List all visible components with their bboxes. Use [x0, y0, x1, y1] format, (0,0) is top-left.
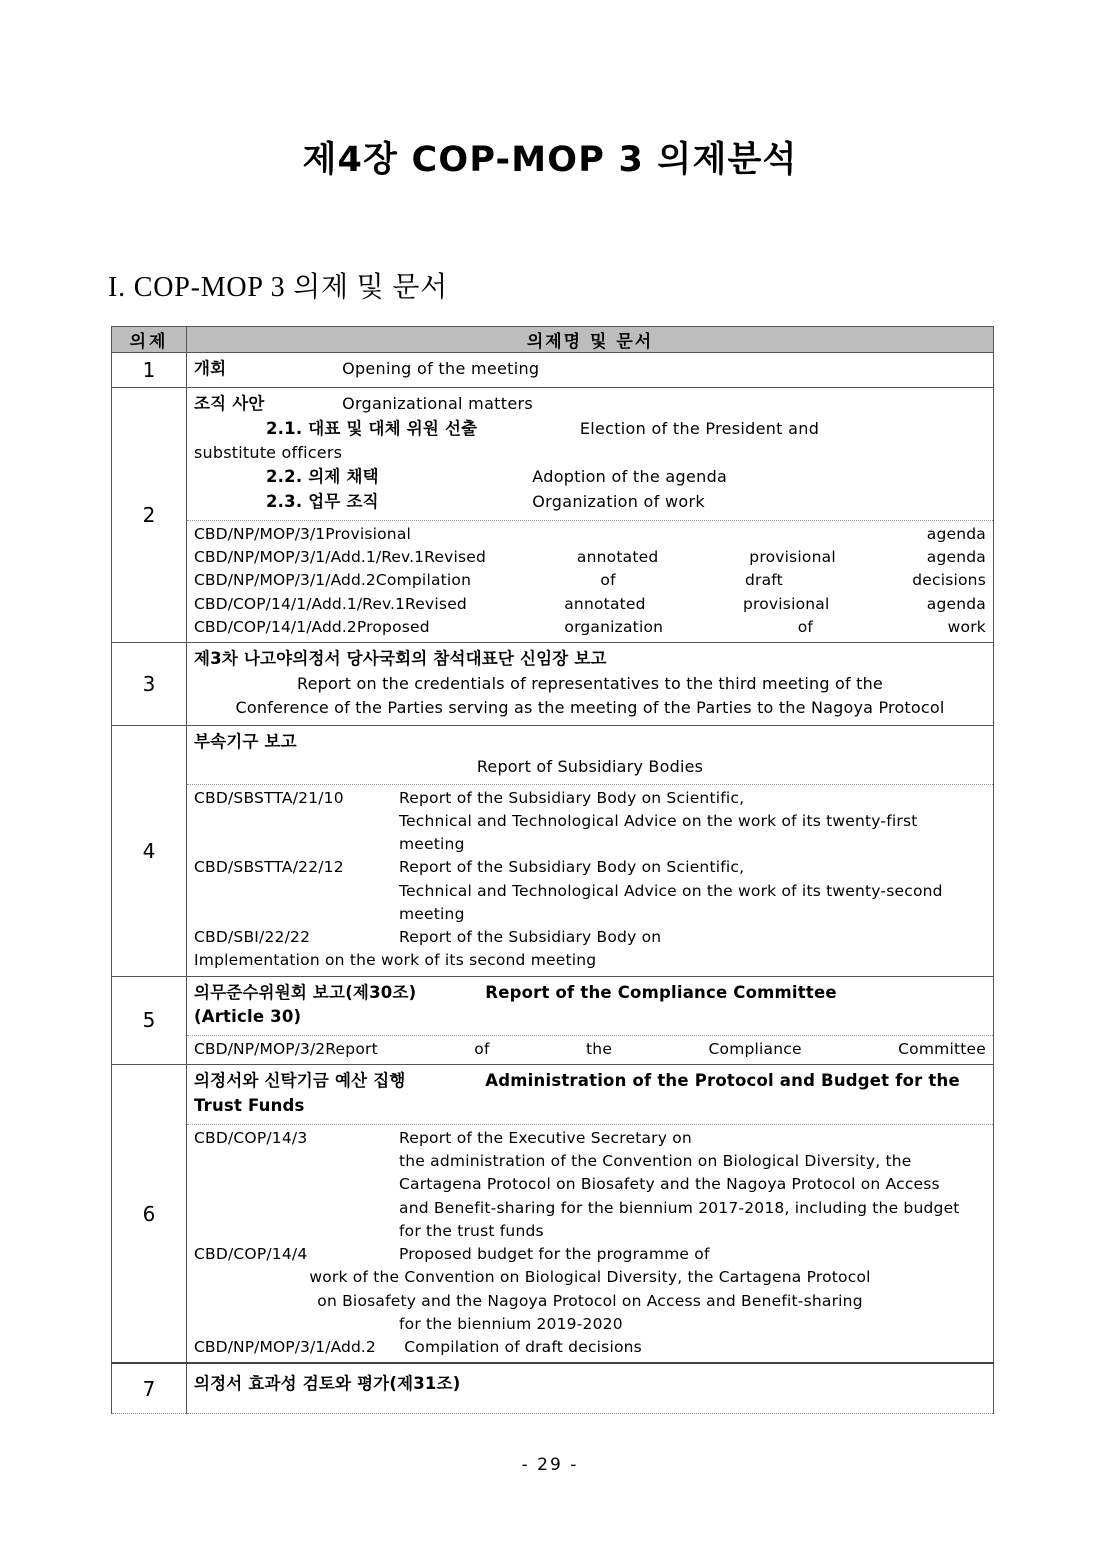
- table-row: [112, 643, 994, 726]
- document-desc-line: meeting: [399, 904, 465, 923]
- agenda-title-en: Report on the credentials of representatives to the third meeting of the: [297, 673, 883, 693]
- document-desc-line: for the biennium 2019-2020: [399, 1314, 623, 1333]
- document-desc-line: Proposed budget for the programme of: [399, 1245, 710, 1263]
- document-desc: Compilation of draft decisions: [404, 1338, 642, 1356]
- agenda-content: [187, 353, 994, 388]
- document-desc-line: meeting: [399, 835, 465, 853]
- document-desc-line: Technical and Technological Advice on the work of its twenty-second: [399, 881, 943, 900]
- agenda-documents-block: [187, 520, 993, 642]
- page-number: - 29 -: [521, 1455, 579, 1475]
- agenda-title-ko: 조직 사안: [194, 393, 265, 413]
- table-row: [112, 1363, 994, 1413]
- agenda-title-line: [194, 1069, 986, 1094]
- agenda-subitem-line: [194, 490, 986, 515]
- agenda-title-ko: 제3차 나고야의정서 당사국회의 참석대표단 신임장 보고: [194, 649, 607, 668]
- document-desc: Compilation of draft decisions: [375, 571, 986, 590]
- document-line: [194, 593, 986, 616]
- agenda-title-block: [187, 643, 993, 725]
- document-desc-line: for the trust funds: [399, 1221, 544, 1240]
- agenda-content: [187, 725, 994, 976]
- document-desc-line: the administration of the Convention on Biological Diversity, the: [399, 1152, 912, 1170]
- column-header-agenda-number: 의제: [112, 327, 187, 353]
- document-code: CBD/COP/14/3: [194, 1128, 308, 1147]
- agenda-content: [187, 1065, 994, 1364]
- document-desc: Provisional agenda: [325, 524, 986, 543]
- agenda-title-ko: 의무준수위원회 보고(제30조): [194, 982, 417, 1002]
- document-desc-line: Cartagena Protocol on Biosafety and the Nagoya Protocol on Access: [399, 1175, 940, 1194]
- document-desc-line: Report of the Subsidiary Body on Scientific,: [399, 788, 745, 807]
- agenda-title-block: [187, 977, 993, 1036]
- agenda-content: [187, 976, 994, 1065]
- agenda-title-en: Opening of the meeting: [342, 359, 540, 378]
- table-header: [112, 327, 994, 353]
- document-code: CBD/SBSTTA/22/12: [194, 858, 344, 877]
- agenda-subitem-line: [194, 465, 986, 490]
- agenda-title-ko: 개회: [194, 359, 227, 378]
- document-desc-line: Report of the Subsidiary Body on Scientific,: [399, 858, 745, 877]
- column-header-agenda-title-and-docs: 의제명 및 문서: [187, 327, 994, 353]
- table-row: [112, 725, 994, 976]
- document-code: CBD/NP/MOP/3/2: [194, 1040, 326, 1058]
- agenda-content: [187, 1363, 994, 1413]
- agenda-subitem-ko: 2.2. 의제 채택: [266, 467, 379, 487]
- agenda-title-ko: 의정서 효과성 검토와 평가(제31조): [194, 1374, 461, 1394]
- document-line: [194, 546, 986, 569]
- agenda-title-block: [187, 353, 993, 387]
- document-code: CBD/SBSTTA/21/10: [194, 788, 344, 807]
- document-code: CBD/SBI/22/22: [194, 928, 311, 946]
- agenda-subitem-en-cont: substitute officers: [194, 443, 343, 463]
- agenda-title-en-cont: (Article 30): [194, 1007, 302, 1027]
- document-desc-line: and Benefit-sharing for the biennium 2017-2018, including the budget: [399, 1198, 960, 1217]
- document-code: CBD/COP/14/1/Add.1/Rev.1: [194, 594, 406, 613]
- document-code: CBD/NP/MOP/3/1: [194, 524, 326, 543]
- agenda-number: 2: [112, 387, 187, 642]
- document-code: CBD/NP/MOP/3/1/Add.2: [194, 571, 376, 590]
- agenda-number: 1: [112, 353, 187, 388]
- agenda-title-en: Report of the Compliance Committee: [485, 982, 837, 1002]
- agenda-title-block: [187, 388, 993, 520]
- document-entry: [194, 1127, 986, 1243]
- document-line: [194, 616, 986, 639]
- table-row: [112, 387, 994, 642]
- table-header-row: [112, 327, 994, 353]
- table-row: [112, 1065, 994, 1364]
- agenda-number: 3: [112, 643, 187, 726]
- document-entry: [194, 856, 986, 926]
- agenda-subitem-ko: 2.1. 대표 및 대체 위원 선출: [266, 418, 478, 438]
- agenda-title-en-cont: Trust Funds: [194, 1096, 305, 1115]
- agenda-subitem-en: Organization of work: [532, 492, 705, 511]
- agenda-title-en: Report of Subsidiary Bodies: [476, 756, 704, 776]
- document-line: [194, 1336, 986, 1359]
- agenda-number: 5: [112, 976, 187, 1065]
- document-code: CBD/COP/14/4: [194, 1245, 308, 1263]
- agenda-subitem-ko: 2.3. 업무 조직: [266, 492, 379, 511]
- agenda-title-block: [187, 726, 993, 784]
- document-code: CBD/COP/14/1/Add.2: [194, 617, 357, 636]
- agenda-content: [187, 643, 994, 726]
- document-line: [194, 523, 986, 546]
- document-desc: Report of the Compliance Committee: [325, 1040, 986, 1058]
- agenda-subitem-en: Adoption of the agenda: [532, 467, 728, 487]
- table-row: [112, 976, 994, 1065]
- document-code: CBD/NP/MOP/3/1/Add.2: [194, 1338, 376, 1356]
- agenda-title-block: [187, 1065, 993, 1124]
- document-desc: Proposed organization of work: [356, 617, 986, 636]
- document-desc-line: work of the Convention on Biological Diversity, the Cartagena Protocol: [309, 1268, 871, 1287]
- document-line: [194, 569, 986, 592]
- agenda-documents-block: [187, 1035, 993, 1064]
- agenda-subitem-line: [194, 417, 986, 442]
- table-row: [112, 353, 994, 388]
- document-desc-line: Technical and Technological Advice on the work of its twenty-first: [399, 811, 918, 830]
- document-desc: Revised annotated provisional agenda: [424, 548, 986, 566]
- document-desc-line: on Biosafety and the Nagoya Protocol on Access and Benefit-sharing: [317, 1291, 863, 1310]
- agenda-subitem-en: Election of the President and: [579, 418, 820, 438]
- document-code: CBD/NP/MOP/3/1/Add.1/Rev.1: [194, 548, 425, 566]
- agenda-title-line: [194, 981, 986, 1006]
- agenda-title-ko: 부속기구 보고: [194, 731, 297, 751]
- agenda-content: [187, 387, 994, 642]
- agenda-title-en: Organizational matters: [342, 393, 533, 413]
- document-desc-line: Report of the Subsidiary Body on: [399, 928, 662, 946]
- document-line: [194, 1038, 986, 1061]
- document-entry: [194, 926, 986, 949]
- agenda-number: 6: [112, 1065, 187, 1364]
- agenda-documents-block: [187, 1124, 993, 1363]
- agenda-number: 4: [112, 725, 187, 976]
- document-desc: Revised annotated provisional agenda: [405, 594, 986, 613]
- document-desc-line: Implementation on the work of its second meeting: [194, 951, 597, 970]
- section-heading: I. COP-MOP 3 의제 및 문서: [108, 272, 449, 303]
- agenda-number: 7: [112, 1363, 187, 1413]
- document-entry: [194, 1243, 986, 1266]
- agenda-table: [111, 326, 994, 1414]
- agenda-documents-block: [187, 784, 993, 976]
- agenda-title-line: [194, 357, 986, 382]
- document-desc-line: Report of the Executive Secretary on: [399, 1128, 692, 1147]
- document-entry: [194, 787, 986, 857]
- page-title: 제4장 COP-MOP 3 의제분석: [302, 140, 798, 180]
- agenda-title-en-cont: Conference of the Parties serving as the meeting of the Parties to the Nagoya Protocol: [235, 697, 945, 717]
- agenda-title-en: Administration of the Protocol and Budget for the: [485, 1071, 960, 1091]
- agenda-title-block: [187, 1364, 993, 1413]
- agenda-title-ko: 의정서와 신탁기금 예산 집행: [194, 1071, 406, 1091]
- agenda-title-line: [194, 392, 986, 417]
